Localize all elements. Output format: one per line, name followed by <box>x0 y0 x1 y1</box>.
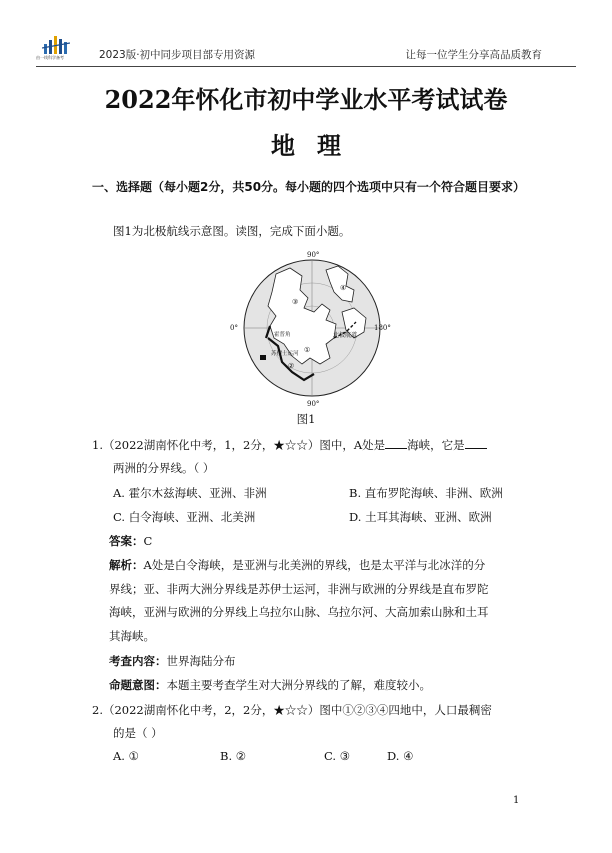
map-label-left: 0° <box>230 324 238 332</box>
analysis-line: 海峡，亚洲与欧洲的分界线上乌拉尔山脉、乌拉尔河、大高加索山脉和土耳 <box>109 605 489 619</box>
answer-blank <box>465 436 487 449</box>
map-label-right: 180° <box>374 324 391 332</box>
page-number: 1 <box>513 795 520 806</box>
figure-intro: 图1为北极航线示意图。读图，完成下面小题。 <box>113 224 351 238</box>
logo-mark <box>42 34 70 54</box>
map-label-route: 北极航道 <box>333 332 358 339</box>
question-1-option-c: C. 白令海峡、亚洲、北美洲 <box>113 510 256 524</box>
strait-marker <box>260 355 266 360</box>
map-label-top: 90° <box>307 251 320 259</box>
question-1-option-a: A. 霍尔木兹海峡、亚洲、非洲 <box>113 486 267 500</box>
topic-label: 考查内容： <box>109 654 167 668</box>
map-label-bottom: 90° <box>307 400 320 408</box>
map-label-canal: 苏伊士运河 <box>271 351 299 357</box>
header-right-text: 让每一位学生分享高品质教育 <box>405 49 542 61</box>
answer-blank <box>385 436 407 449</box>
answer-value: C <box>143 534 153 548</box>
question-2-option-b: B. ② <box>220 749 247 763</box>
analysis-label: 解析： <box>109 558 144 572</box>
answer-label: 答案： <box>109 534 144 548</box>
question-1-topic <box>109 650 236 674</box>
intent-value: 本题主要考查学生对大洲分界线的了解，难度较小。 <box>166 678 431 692</box>
question-2-option-a: A. ① <box>113 749 139 763</box>
analysis-text: A处是白令海峡，是亚洲与北美洲的界线，也是太平洋与北冰洋的分 <box>143 558 486 572</box>
topic-value: 世界海陆分布 <box>166 654 236 668</box>
analysis-line <box>109 554 529 578</box>
question-2-option-d: D. ④ <box>387 749 414 763</box>
question-1-text-b: 海峡，它是 <box>407 438 465 452</box>
question-2-line-1: 2.（2022湖南怀化中考，2，2分，★☆☆）图中①②③④四地中，人口最稠密 <box>92 703 492 717</box>
analysis-line: 界线；亚、非两大洲分界线是苏伊士运河，非洲与欧洲的分界线是直布罗陀 <box>109 581 489 596</box>
question-1-line-2: 两洲的分界线。（ ） <box>113 461 215 475</box>
question-1-option-d: D. 土耳其海峡、亚洲、欧洲 <box>349 510 492 524</box>
subject-title: 地理 <box>271 131 363 160</box>
region-label: ④ <box>340 284 347 292</box>
question-2-option-c: C. ③ <box>324 749 351 763</box>
analysis-line: 其海峡。 <box>109 628 155 643</box>
region-label: ③ <box>292 298 299 306</box>
question-2-line-2: 的是（ ） <box>113 726 163 740</box>
header-divider <box>36 66 576 67</box>
question-1-intent <box>109 674 431 698</box>
question-1-option-b: B. 直布罗陀海峡、非洲、欧洲 <box>349 486 503 500</box>
question-1-text-a: 1.（2022湖南怀化中考，1，2分，★☆☆）图中，A处是 <box>92 438 386 452</box>
section-heading: 一、选择题（每小题2分，共50分。每小题的四个选项中只有一个符合题目要求） <box>92 180 526 194</box>
logo <box>36 34 76 64</box>
header-left-text: 2023版·初中同步项目部专用资源 <box>99 49 256 61</box>
intent-label: 命题意图： <box>109 678 167 692</box>
logo-caption: 由一线科学备考 <box>36 55 64 60</box>
region-label: ② <box>288 362 295 370</box>
region-label: ① <box>304 346 311 354</box>
question-1-analysis <box>109 554 529 648</box>
arctic-route-map <box>230 246 394 408</box>
question-1-answer <box>109 530 152 554</box>
figure-caption: 图1 <box>296 412 316 426</box>
question-1-line-1 <box>92 433 487 457</box>
map-label-strait: 霍普角 <box>274 332 291 338</box>
page-title: 2022年怀化市初中学业水平考试试卷 <box>104 85 508 114</box>
